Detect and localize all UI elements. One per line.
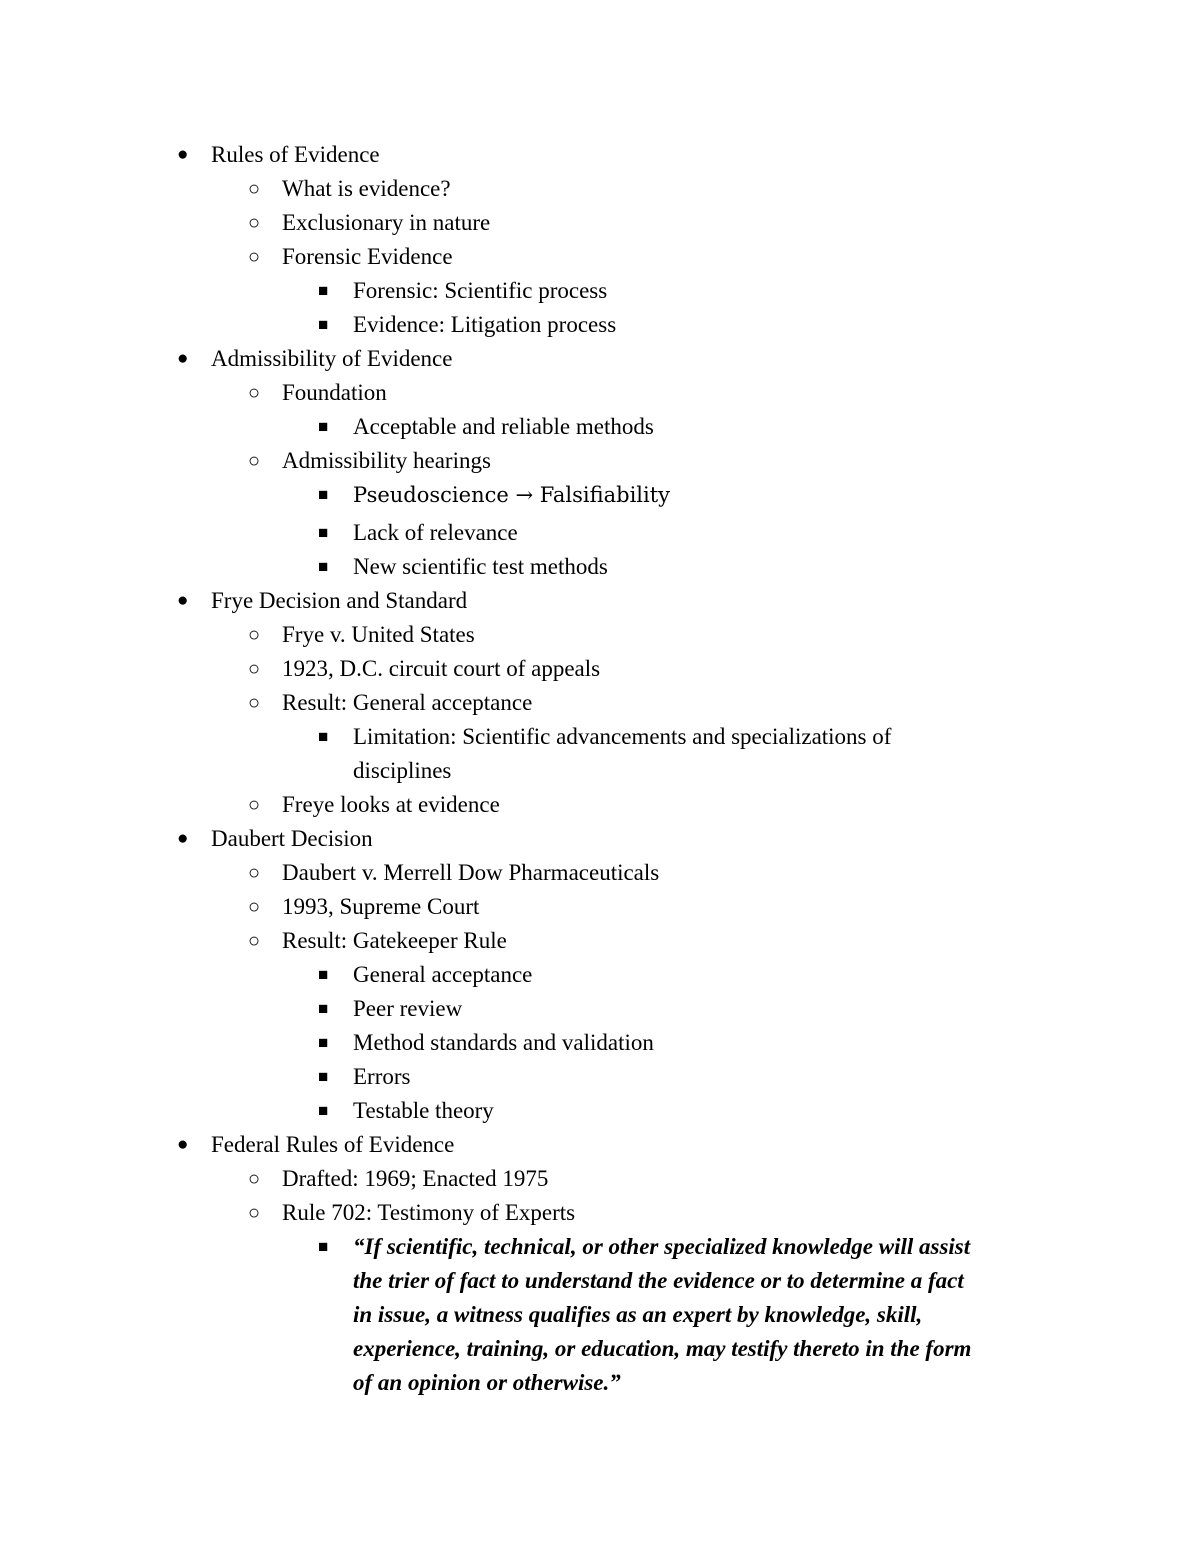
outline-text: in issue, a witness qualifies as an expert by knowledge, skill, <box>353 1302 923 1327</box>
bullet-level-2: ○ <box>248 930 261 952</box>
document-outline <box>0 138 1200 1400</box>
outline-text: Admissibility hearings <box>282 448 491 473</box>
bullet-level-1: ● <box>177 590 189 611</box>
bullet-level-3: ■ <box>318 281 329 300</box>
bullet-level-3: ■ <box>318 1033 329 1052</box>
outline-text: Foundation <box>282 380 387 405</box>
outline-line <box>0 890 1200 924</box>
bullet-level-2: ○ <box>248 382 261 404</box>
outline-line <box>0 652 1200 686</box>
bullet-level-1: ● <box>177 1134 189 1155</box>
outline-text: Daubert Decision <box>211 826 373 851</box>
outline-text: Result: General acceptance <box>282 690 533 715</box>
bullet-level-2: ○ <box>248 1202 261 1224</box>
outline-line <box>0 172 1200 206</box>
bullet-level-1: ● <box>177 828 189 849</box>
bullet-level-3: ■ <box>318 557 329 576</box>
outline-text: “If scientific, technical, or other specialized knowledge will assist <box>353 1234 971 1259</box>
outline-line <box>0 1094 1200 1128</box>
bullet-level-2: ○ <box>248 862 261 884</box>
outline-text: 1993, Supreme Court <box>282 894 480 919</box>
outline-line <box>0 1128 1200 1162</box>
outline-line <box>0 240 1200 274</box>
outline-line <box>0 274 1200 308</box>
outline-text: Lack of relevance <box>353 520 518 545</box>
bullet-level-3: ■ <box>318 1237 329 1256</box>
outline-line <box>0 478 1200 516</box>
bullet-level-3: ■ <box>318 965 329 984</box>
bullet-level-2: ○ <box>248 212 261 234</box>
outline-text: Admissibility of Evidence <box>211 346 453 371</box>
bullet-level-2: ○ <box>248 178 261 200</box>
outline-text: Exclusionary in nature <box>282 210 491 235</box>
outline-text: Acceptable and reliable methods <box>353 414 654 439</box>
bullet-level-2: ○ <box>248 692 261 714</box>
outline-text: Rules of Evidence <box>211 142 380 167</box>
outline-line <box>0 856 1200 890</box>
bullet-level-2: ○ <box>248 658 261 680</box>
outline-line <box>0 516 1200 550</box>
outline-line <box>0 1230 1200 1264</box>
outline-text: Rule 702: Testimony of Experts <box>282 1200 576 1225</box>
outline-text: New scientific test methods <box>353 554 608 579</box>
outline-line <box>0 1366 1200 1400</box>
bullet-level-3: ■ <box>318 417 329 436</box>
outline-text: experience, training, or education, may testify thereto in the form <box>353 1336 972 1361</box>
outline-text: Forensic Evidence <box>282 244 453 269</box>
outline-text: the trier of fact to understand the evidence or to determine a fact <box>353 1268 964 1293</box>
outline-line <box>0 720 1200 754</box>
bullet-level-2: ○ <box>248 624 261 646</box>
outline-text: Testable theory <box>353 1098 494 1123</box>
bullet-level-2: ○ <box>248 896 261 918</box>
outline-text: Limitation: Scientific advancements and specializations of <box>353 724 892 749</box>
outline-line <box>0 1026 1200 1060</box>
outline-line <box>0 376 1200 410</box>
outline-text: Daubert v. Merrell Dow Pharmaceuticals <box>282 860 660 885</box>
outline-line <box>0 444 1200 478</box>
outline-line <box>0 206 1200 240</box>
outline-text: Frye v. United States <box>282 622 475 647</box>
outline-text: Forensic: Scientific process <box>353 278 608 303</box>
outline-line <box>0 754 1200 788</box>
outline-line <box>0 686 1200 720</box>
outline-line <box>0 1264 1200 1298</box>
bullet-level-3: ■ <box>318 727 329 746</box>
outline-line <box>0 992 1200 1026</box>
bullet-level-3: ■ <box>318 999 329 1018</box>
outline-line <box>0 1196 1200 1230</box>
outline-text: 1923, D.C. circuit court of appeals <box>282 656 601 681</box>
bullet-level-2: ○ <box>248 794 261 816</box>
outline-text: What is evidence? <box>282 176 451 201</box>
outline-line <box>0 924 1200 958</box>
outline-line <box>0 618 1200 652</box>
outline-text: Freye looks at evidence <box>282 792 500 817</box>
bullet-level-3: ■ <box>318 485 329 504</box>
outline-line <box>0 308 1200 342</box>
outline-text: General acceptance <box>353 962 533 987</box>
outline-line <box>0 410 1200 444</box>
outline-text: Peer review <box>353 996 463 1021</box>
outline-line <box>0 788 1200 822</box>
outline-text: of an opinion or otherwise.” <box>353 1370 621 1395</box>
outline-text: Frye Decision and Standard <box>211 588 468 613</box>
outline-line <box>0 1162 1200 1196</box>
bullet-level-2: ○ <box>248 1168 261 1190</box>
bullet-level-1: ● <box>177 348 189 369</box>
outline-line <box>0 1332 1200 1366</box>
outline-text: Pseudoscience → Falsifiability <box>353 483 671 507</box>
outline-line <box>0 1298 1200 1332</box>
bullet-level-3: ■ <box>318 523 329 542</box>
outline-text: Drafted: 1969; Enacted 1975 <box>282 1166 549 1191</box>
bullet-level-3: ■ <box>318 315 329 334</box>
outline-line <box>0 550 1200 584</box>
outline-text: Evidence: Litigation process <box>353 312 617 337</box>
bullet-level-1: ● <box>177 144 189 165</box>
outline-text: Method standards and validation <box>353 1030 654 1055</box>
outline-text: Errors <box>353 1064 411 1089</box>
outline-text: Result: Gatekeeper Rule <box>282 928 507 953</box>
bullet-level-2: ○ <box>248 450 261 472</box>
outline-line <box>0 138 1200 172</box>
outline-text: Federal Rules of Evidence <box>211 1132 455 1157</box>
bullet-level-3: ■ <box>318 1067 329 1086</box>
bullet-level-3: ■ <box>318 1101 329 1120</box>
outline-line <box>0 584 1200 618</box>
outline-line <box>0 342 1200 376</box>
bullet-level-2: ○ <box>248 246 261 268</box>
outline-line <box>0 1060 1200 1094</box>
outline-text: disciplines <box>353 758 452 783</box>
outline-line <box>0 822 1200 856</box>
outline-line <box>0 958 1200 992</box>
